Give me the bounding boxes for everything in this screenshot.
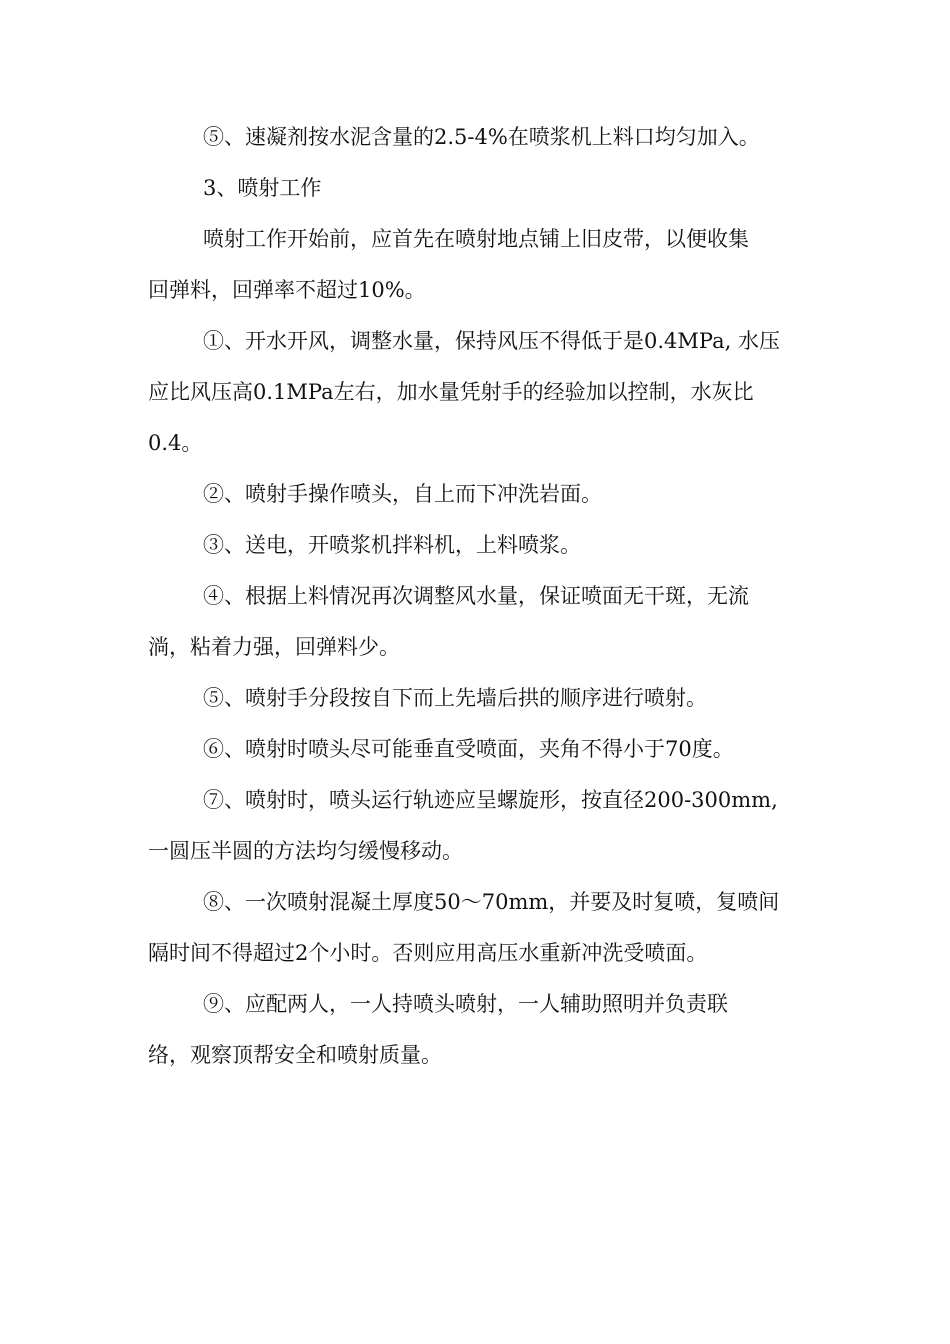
text-line-10: ④、根据上料情况再次调整风水量，保证喷面无干斑，无流: [203, 584, 749, 608]
document-body: [148, 112, 808, 1081]
text-line-15: 一圆压半圆的方法均匀缓慢移动。: [148, 839, 463, 863]
text-line-19: 络，观察顶帮安全和喷射质量。: [148, 1043, 442, 1067]
section-heading-spraying-work: 3、喷射工作: [203, 176, 322, 200]
text-line-17: 隔时间不得超过2个小时。否则应用高压水重新冲洗受喷面。: [148, 941, 708, 965]
text-line-3: 喷射工作开始前，应首先在喷射地点铺上旧皮带，以便收集: [203, 227, 749, 251]
text-line-8: ②、喷射手操作喷头，自上而下冲洗岩面。: [203, 482, 602, 506]
text-line-9: ③、送电，开喷浆机拌料机，上料喷浆。: [203, 533, 581, 557]
text-line-11: 淌，粘着力强，回弹料少。: [148, 635, 400, 659]
text-line-14: ⑦、喷射时，喷头运行轨迹应呈螺旋形，按直径200-300mm,: [203, 788, 778, 812]
text-line-18: ⑨、应配两人，一人持喷头喷射，一人辅助照明并负责联: [203, 992, 728, 1016]
text-line-16: ⑧、一次喷射混凝土厚度50～70mm，并要及时复喷，复喷间: [203, 890, 780, 914]
text-line-7: 0.4。: [148, 431, 203, 455]
text-line-4: 回弹料，回弹率不超过10%。: [148, 278, 426, 302]
text-line-5: ①、开水开风，调整水量，保持风压不得低于是0.4MPa, 水压: [203, 329, 780, 353]
text-line-1: ⑤、速凝剂按水泥含量的2.5-4%在喷浆机上料口均匀加入。: [203, 125, 760, 149]
text-line-12: ⑤、喷射手分段按自下而上先墙后拱的顺序进行喷射。: [203, 686, 707, 710]
text-line-6: 应比风压高0.1MPa左右，加水量凭射手的经验加以控制，水灰比: [148, 380, 754, 404]
text-line-13: ⑥、喷射时喷头尽可能垂直受喷面，夹角不得小于70度。: [203, 737, 734, 761]
